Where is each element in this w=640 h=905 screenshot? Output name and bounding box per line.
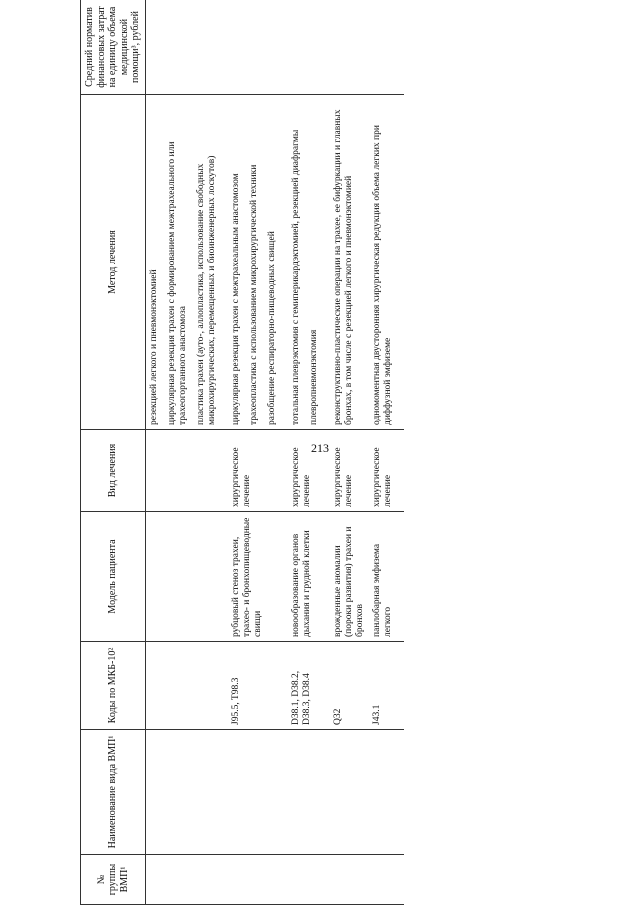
header-treatment-method: Метод лечения (81, 95, 146, 430)
patient-model-cell: новообразование органов дыхания и грудной клетки (288, 512, 330, 642)
treatment-kind-cell (146, 430, 229, 512)
patient-model-cell: врожденные аномалии (пороки развития) трахеи и бронхов (330, 512, 369, 642)
method-item: тотальная плеврэктомия с гемиперикардэктомией, резекцией диафрагмы (291, 129, 302, 425)
table-header-row (81, 0, 146, 905)
table-row (288, 0, 330, 905)
group-number-cell (330, 855, 369, 905)
method-item: реконструктивно-пластические операции на трахее, ее бифуркации и главных бронхах, в том числе с резекцией легкого и пневмонэктомией (333, 109, 355, 425)
table-row (369, 0, 404, 905)
patient-model-cell (146, 512, 229, 642)
patient-model-cell: панлобарная эмфизема легкого (369, 512, 404, 642)
treatment-method-cell (330, 95, 369, 430)
vmp-table (80, 0, 404, 905)
group-number-cell (146, 855, 229, 905)
group-number-cell (228, 855, 288, 905)
treatment-kind-cell: хирургическое лечение (369, 430, 404, 512)
table-row (146, 0, 229, 905)
treatment-kind-cell: хирургическое лечение (330, 430, 369, 512)
icd-codes-cell: J43.1 (369, 642, 404, 730)
treatment-kind-cell: хирургическое лечение (288, 430, 330, 512)
cost-cell (288, 0, 330, 95)
treatment-kind-cell: хирургическое лечение (228, 430, 288, 512)
method-item: циркулярная резекция трахеи с формированием межтрахеального или трахеогортанного анастомоза (167, 141, 189, 425)
icd-codes-cell: D38.1, D38.2, D38.3, D38.4 (288, 642, 330, 730)
cost-cell (146, 0, 229, 95)
method-item: разобщение респираторно-пищеводных свищей (267, 231, 278, 425)
method-item: трахеопластика с использованием микрохирургической техники (249, 164, 260, 425)
header-vmp-name: Наименование вида ВМП¹ (81, 730, 146, 855)
method-item: пластика трахеи (ауто-, аллопластика, использование свободных микрохирургических, перемещенных и биоинженерных лоскутов) (196, 155, 218, 425)
vmp-name-cell (146, 730, 229, 855)
group-number-cell (288, 855, 330, 905)
method-item: циркулярная резекция трахеи с межтрахеальным анастомозом (231, 173, 242, 425)
treatment-method-cell (369, 95, 404, 430)
vmp-name-cell (369, 730, 404, 855)
header-cost-standard: Средний норматив финансовых затрат на единицу объема медицинской помощи³, рублей (81, 0, 146, 95)
icd-codes-cell (146, 642, 229, 730)
method-item: резекцией легкого и пневмонэктомией (149, 269, 159, 425)
table-body (146, 0, 405, 905)
cost-cell (369, 0, 404, 95)
group-number-cell (369, 855, 404, 905)
treatment-method-cell (288, 95, 330, 430)
header-treatment-kind: Вид лечения (81, 430, 146, 512)
treatment-method-cell (228, 95, 288, 430)
treatment-method-cell (146, 95, 229, 430)
header-group-number: № группы ВМП¹ (81, 855, 146, 905)
table-row (228, 0, 288, 905)
patient-model-cell: рубцовый стеноз трахеи, трахео- и бронхопищеводные свищи (228, 512, 288, 642)
cost-cell (228, 0, 288, 95)
table-row (330, 0, 369, 905)
cost-cell (330, 0, 369, 95)
vmp-name-cell (330, 730, 369, 855)
rotated-table-container (80, 0, 640, 905)
icd-codes-cell: J95.5, T98.3 (228, 642, 288, 730)
header-icd-codes: Коды по МКБ-10² (81, 642, 146, 730)
icd-codes-cell: Q32 (330, 642, 369, 730)
method-item: одномоментная двусторонняя хирургическая редукция объема легких при диффузной эмфиземе (372, 125, 394, 425)
method-item: плевропневмонэктомия (309, 329, 320, 425)
page-number: 213 (311, 441, 329, 455)
header-patient-model: Модель пациента (81, 512, 146, 642)
vmp-name-cell (228, 730, 288, 855)
vmp-name-cell (288, 730, 330, 855)
